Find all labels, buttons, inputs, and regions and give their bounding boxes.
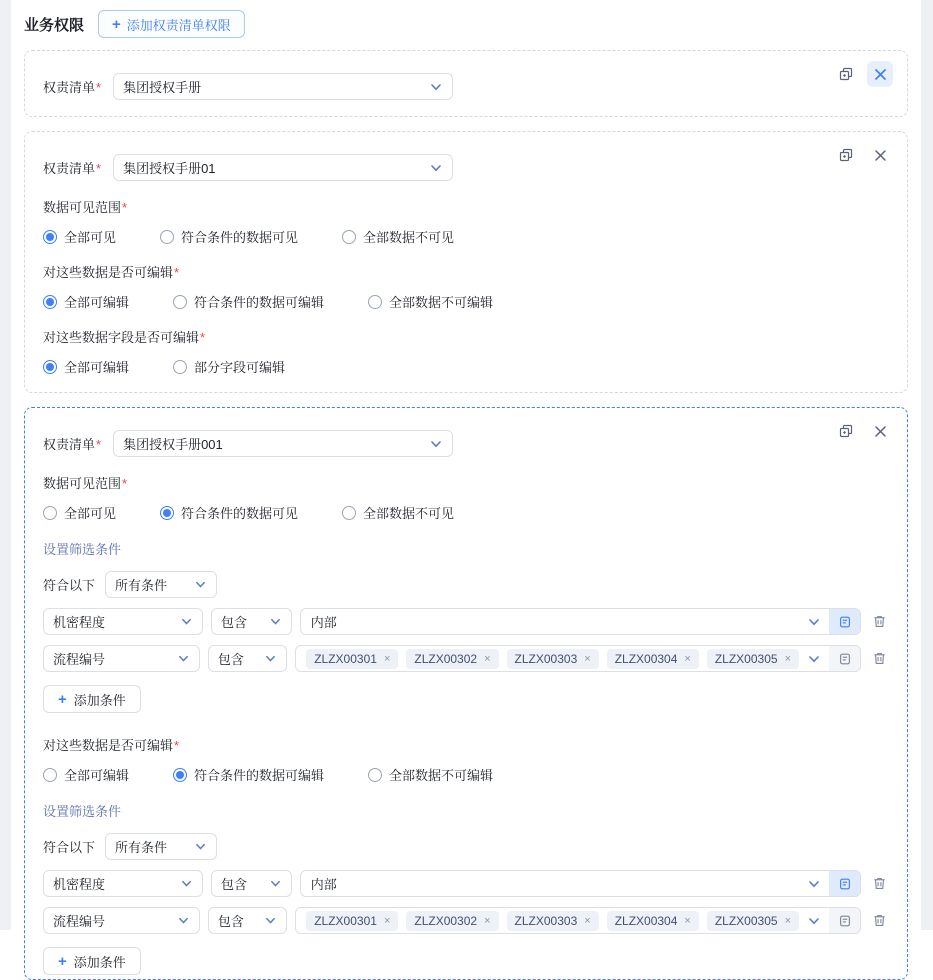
radio-none-editable[interactable] xyxy=(368,765,493,784)
delete-condition-icon[interactable] xyxy=(869,649,889,669)
batch-edit-icon[interactable] xyxy=(829,908,860,933)
close-card-icon[interactable] xyxy=(867,142,893,168)
required-mark: * xyxy=(96,437,102,452)
radio-label: 全部可编辑 xyxy=(64,295,130,310)
condition-field-select[interactable] xyxy=(43,645,200,672)
radio-conditional-editable[interactable] xyxy=(173,765,324,784)
permission-card-1 xyxy=(24,50,908,117)
radio-all-visible[interactable] xyxy=(43,503,116,522)
visible-scope-radio-group xyxy=(43,227,889,246)
radio-conditional-editable[interactable] xyxy=(173,292,324,311)
remove-tag-icon[interactable]: × xyxy=(784,652,791,665)
add-condition-label: 添加条件 xyxy=(73,954,126,970)
radio-icon xyxy=(160,230,174,244)
condition-operator-value: 包含 xyxy=(217,914,244,929)
add-condition-button[interactable] xyxy=(43,685,141,713)
match-type-select[interactable] xyxy=(105,833,217,860)
chevron-down-icon xyxy=(177,652,190,665)
value-tags xyxy=(306,911,799,931)
permission-card-2 xyxy=(24,131,908,393)
condition-value-text: 内部 xyxy=(310,615,337,630)
remove-tag-icon[interactable]: × xyxy=(383,914,391,927)
batch-edit-icon[interactable] xyxy=(829,646,860,671)
condition-value-select[interactable] xyxy=(300,870,861,897)
required-mark: * xyxy=(96,161,102,176)
condition-operator-select[interactable] xyxy=(211,870,292,897)
tag-label: ZLZX00305 xyxy=(714,651,778,666)
required-mark: * xyxy=(96,80,102,95)
tag-label: ZLZX00303 xyxy=(514,913,578,928)
radio-none-visible[interactable] xyxy=(342,503,454,522)
required-mark: * xyxy=(122,200,128,215)
chevron-down-icon xyxy=(264,652,277,665)
delete-condition-icon[interactable] xyxy=(869,911,889,931)
radio-label: 部分字段可编辑 xyxy=(194,360,286,375)
radio-label: 符合条件的数据可见 xyxy=(181,506,299,521)
radio-label: 全部数据不可见 xyxy=(363,230,455,245)
condition-field-select[interactable] xyxy=(43,870,203,897)
radio-label: 符合条件的数据可见 xyxy=(181,230,299,245)
condition-operator-value: 包含 xyxy=(221,877,248,892)
duty-list-select[interactable] xyxy=(113,430,453,457)
chevron-down-icon xyxy=(269,877,282,890)
data-editable-radio-group xyxy=(43,765,889,784)
radio-label: 全部数据不可编辑 xyxy=(389,295,494,310)
card-2-tools xyxy=(833,142,893,168)
radio-icon xyxy=(342,230,356,244)
condition-field-value: 机密程度 xyxy=(53,877,106,892)
condition-field-select[interactable] xyxy=(43,907,200,934)
tag-label: ZLZX00302 xyxy=(414,651,478,666)
condition-operator-value: 包含 xyxy=(217,652,244,667)
match-type-select[interactable] xyxy=(105,571,217,598)
required-mark: * xyxy=(200,330,206,345)
close-card-icon[interactable] xyxy=(867,418,893,444)
remove-tag-icon[interactable]: × xyxy=(484,652,491,665)
radio-icon xyxy=(43,230,57,244)
filter-title: 设置筛选条件 xyxy=(43,542,122,557)
tag-label: ZLZX00302 xyxy=(414,913,478,928)
chevron-down-icon xyxy=(807,914,821,928)
radio-icon xyxy=(43,295,57,309)
chevron-down-icon xyxy=(429,161,443,175)
radio-icon xyxy=(160,506,174,520)
copy-card-icon[interactable] xyxy=(833,418,859,444)
condition-value-select[interactable] xyxy=(300,608,861,635)
radio-icon xyxy=(43,768,57,782)
duty-list-row xyxy=(43,154,889,181)
tag-label: ZLZX00301 xyxy=(314,651,377,666)
page-title: 业务权限 xyxy=(24,16,85,34)
chevron-down-icon xyxy=(269,615,282,628)
condition-row xyxy=(43,608,889,635)
radio-label: 符合条件的数据可编辑 xyxy=(194,768,325,783)
delete-condition-icon[interactable] xyxy=(869,612,889,632)
plus-icon: + xyxy=(112,15,121,33)
match-type-value: 所有条件 xyxy=(115,578,168,593)
radio-label: 全部数据不可见 xyxy=(363,506,455,521)
required-mark: * xyxy=(122,476,128,491)
chevron-down-icon xyxy=(180,615,193,628)
condition-field-value: 流程编号 xyxy=(53,652,106,667)
duty-list-value: 集团授权手册01 xyxy=(123,161,216,176)
radio-label: 符合条件的数据可编辑 xyxy=(194,295,325,310)
field-editable-radio-group xyxy=(43,357,889,376)
tag-label: ZLZX00305 xyxy=(714,913,778,928)
remove-tag-icon[interactable]: × xyxy=(684,652,691,665)
permission-card-3 xyxy=(24,407,908,980)
duty-list-label: 权责清单* xyxy=(43,161,102,176)
radio-icon xyxy=(368,295,382,309)
radio-label: 全部可编辑 xyxy=(64,768,130,783)
chevron-down-icon xyxy=(807,652,821,666)
value-tag xyxy=(707,649,799,669)
add-condition-button[interactable] xyxy=(43,947,141,975)
data-editable-radio-group xyxy=(43,292,889,311)
duty-list-row xyxy=(43,430,889,457)
page-right-edge xyxy=(921,0,933,930)
remove-tag-icon[interactable]: × xyxy=(584,652,591,665)
page-left-edge xyxy=(0,0,11,930)
filter-title: 设置筛选条件 xyxy=(43,804,122,819)
radio-icon xyxy=(368,768,382,782)
duty-list-label: 权责清单* xyxy=(43,437,102,452)
card-3-tools xyxy=(833,418,893,444)
visible-filter-block xyxy=(43,539,889,713)
radio-label: 全部可见 xyxy=(64,506,117,521)
condition-operator-select[interactable] xyxy=(211,608,292,635)
remove-tag-icon[interactable]: × xyxy=(484,914,491,927)
match-row xyxy=(43,833,889,860)
batch-edit-icon[interactable] xyxy=(829,609,860,634)
tag-label: ZLZX00304 xyxy=(614,913,678,928)
copy-card-icon[interactable] xyxy=(833,61,859,87)
radio-label: 全部可见 xyxy=(64,230,117,245)
condition-operator-select[interactable] xyxy=(208,907,287,934)
radio-icon xyxy=(173,768,187,782)
chevron-down-icon xyxy=(264,914,277,927)
field-editable-label: 对这些数据字段是否可编辑* xyxy=(43,330,206,345)
chevron-down-icon xyxy=(194,840,207,853)
radio-none-visible[interactable] xyxy=(342,227,454,246)
radio-label: 全部可编辑 xyxy=(64,360,130,375)
condition-row xyxy=(43,907,889,934)
radio-icon xyxy=(43,360,57,374)
plus-icon: + xyxy=(58,952,67,970)
value-tag xyxy=(507,911,599,931)
value-tags xyxy=(306,649,799,669)
value-tag xyxy=(406,649,498,669)
tag-label: ZLZX00303 xyxy=(514,651,578,666)
condition-field-value: 机密程度 xyxy=(53,615,106,630)
radio-icon xyxy=(43,506,57,520)
add-duty-list-permission-button[interactable] xyxy=(98,10,245,38)
radio-label: 全部数据不可编辑 xyxy=(389,768,494,783)
business-permission-panel xyxy=(24,6,908,980)
plus-icon: + xyxy=(58,690,67,708)
chevron-down-icon xyxy=(194,578,207,591)
duty-list-select[interactable] xyxy=(113,73,453,100)
tag-label: ZLZX00301 xyxy=(314,913,377,928)
tag-label: ZLZX00304 xyxy=(614,651,678,666)
required-mark: * xyxy=(174,265,180,280)
add-condition-label: 添加条件 xyxy=(73,692,126,708)
editable-filter-block xyxy=(43,801,889,975)
condition-field-value: 流程编号 xyxy=(53,914,106,929)
condition-field-select[interactable] xyxy=(43,608,203,635)
chevron-down-icon xyxy=(807,877,821,891)
close-card-icon[interactable] xyxy=(867,61,893,87)
radio-icon xyxy=(342,506,356,520)
radio-icon xyxy=(173,295,187,309)
value-tag xyxy=(306,649,398,669)
visible-scope-radio-group xyxy=(43,503,889,522)
delete-condition-icon[interactable] xyxy=(869,874,889,894)
radio-conditional-visible[interactable] xyxy=(160,503,298,522)
visible-scope-label: 数据可见范围* xyxy=(43,200,128,215)
radio-none-editable[interactable] xyxy=(368,292,493,311)
add-duty-list-permission-label: 添加权责清单权限 xyxy=(126,17,231,33)
copy-card-icon[interactable] xyxy=(833,142,859,168)
match-prefix-label: 符合以下 xyxy=(43,840,96,855)
duty-list-select[interactable] xyxy=(113,154,453,181)
remove-tag-icon[interactable]: × xyxy=(383,652,391,665)
header xyxy=(24,10,908,38)
radio-partial-fields-editable[interactable] xyxy=(173,357,285,376)
chevron-down-icon xyxy=(429,80,443,94)
remove-tag-icon[interactable]: × xyxy=(584,914,591,927)
condition-operator-select[interactable] xyxy=(208,645,287,672)
remove-tag-icon[interactable]: × xyxy=(684,914,691,927)
value-tag xyxy=(507,649,599,669)
remove-tag-icon[interactable]: × xyxy=(784,914,791,927)
condition-operator-value: 包含 xyxy=(221,615,248,630)
match-type-value: 所有条件 xyxy=(115,840,168,855)
card-1-tools xyxy=(833,61,893,87)
condition-value-select[interactable] xyxy=(295,907,861,934)
radio-all-fields-editable[interactable] xyxy=(43,357,129,376)
chevron-down-icon xyxy=(429,437,443,451)
data-editable-label: 对这些数据是否可编辑* xyxy=(43,265,180,280)
visible-scope-label: 数据可见范围* xyxy=(43,476,128,491)
duty-list-label: 权责清单* xyxy=(43,80,102,95)
duty-list-value: 集团授权手册 xyxy=(123,80,202,95)
value-tag xyxy=(607,649,699,669)
radio-all-editable[interactable] xyxy=(43,765,129,784)
match-row xyxy=(43,571,889,598)
match-prefix-label: 符合以下 xyxy=(43,578,96,593)
condition-value-text: 内部 xyxy=(310,877,337,892)
value-tag xyxy=(707,911,799,931)
condition-value-select[interactable] xyxy=(295,645,861,672)
radio-icon xyxy=(173,360,187,374)
duty-list-value: 集团授权手册001 xyxy=(123,437,223,452)
radio-conditional-visible[interactable] xyxy=(160,227,298,246)
condition-row xyxy=(43,870,889,897)
required-mark: * xyxy=(174,738,180,753)
data-editable-label: 对这些数据是否可编辑* xyxy=(43,738,180,753)
condition-row xyxy=(43,645,889,672)
duty-list-row xyxy=(43,73,889,100)
value-tag xyxy=(406,911,498,931)
radio-all-visible[interactable] xyxy=(43,227,116,246)
batch-edit-icon[interactable] xyxy=(829,871,860,896)
value-tag xyxy=(306,911,398,931)
chevron-down-icon xyxy=(180,877,193,890)
value-tag xyxy=(607,911,699,931)
chevron-down-icon xyxy=(177,914,190,927)
radio-all-editable[interactable] xyxy=(43,292,129,311)
chevron-down-icon xyxy=(807,615,821,629)
